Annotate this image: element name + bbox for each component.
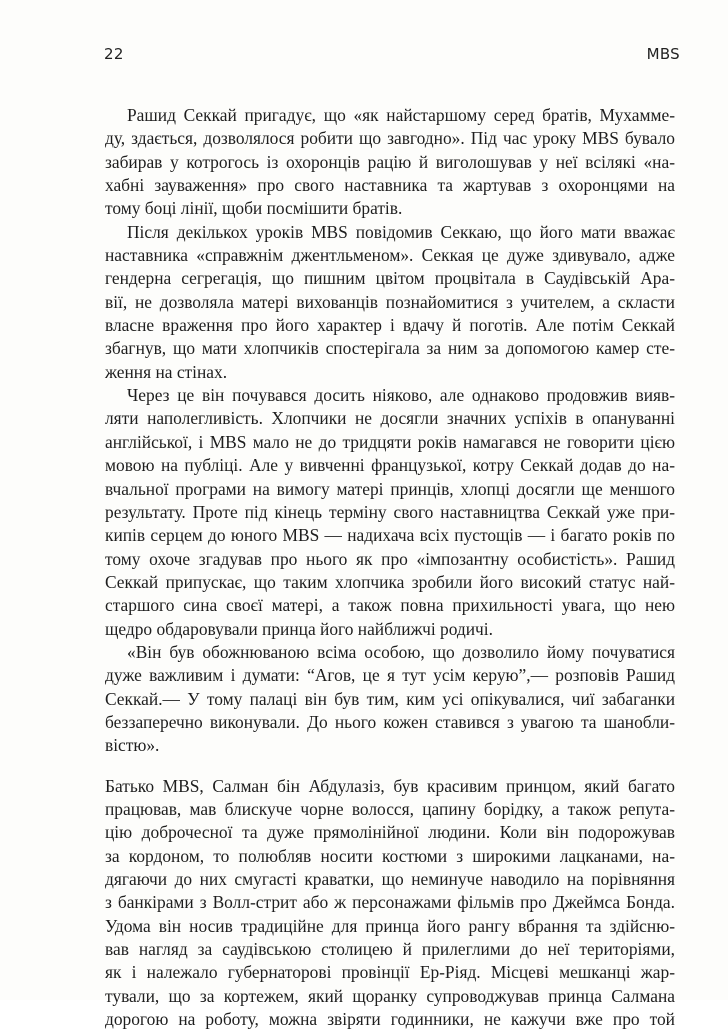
text-line: англійської, і MBS мало не до тридцяти років намагався не говорити цією bbox=[105, 431, 675, 452]
text-line: щедро обдаровували принца його найближчі родичі. bbox=[105, 618, 493, 639]
body-text bbox=[105, 104, 675, 1031]
text-line: результату. Проте під кінець терміну свого наставництва Секкай уже при- bbox=[105, 501, 675, 522]
text-line: хабні зауваження» про свого наставника та жартував з охоронцями на bbox=[105, 175, 675, 196]
page-number: 22 bbox=[104, 45, 124, 63]
text-line: наставника «справжнім джентльменом». Секкая це дуже здивувало, адже bbox=[105, 245, 675, 266]
text-line: за кордоном, то полюбляв носити костюми з широкими лацканами, на- bbox=[105, 845, 675, 866]
text-line: «Він був обожнюваною всіма особою, що дозволило йому почуватися bbox=[127, 641, 675, 662]
text-line: вав нагляд за саудівською столицею й прилеглими до неї територіями, bbox=[105, 939, 675, 960]
text-line: Батько MBS, Салман бін Абдулазіз, був красивим принцом, який багато bbox=[105, 775, 675, 796]
text-line: старшого сина своєї матері, а також повна прихильності увага, що нею bbox=[105, 595, 675, 616]
text-line: мовою на публіці. Але у вивченні французької, котру Секкай додав до на- bbox=[105, 455, 675, 476]
text-line: гендерна сегрегація, що пишним цвітом процвітала в Саудівській Ара- bbox=[105, 268, 675, 289]
text-line: Після декількох уроків MBS повідомив Секкаю, що його мати вважає bbox=[127, 221, 675, 242]
text-line: Секкай.— У тому палаці він був тим, ким усі опікувалися, чиї забаганки bbox=[105, 688, 675, 709]
text-line: з банкірами з Волл-стрит або ж персонажами фільмів про Джеймса Бонда. bbox=[105, 892, 675, 913]
text-line: тому охоче згадував про нього як про «імпозантну особистість». Рашид bbox=[105, 548, 675, 569]
running-title: MBS bbox=[646, 45, 680, 63]
paragraph-2 bbox=[105, 221, 675, 384]
text-line: Через це він почувався досить ніяково, але однаково продовжив вияв- bbox=[127, 385, 675, 406]
text-line: вістю». bbox=[105, 735, 160, 756]
text-line: ду, здається, дозволялося робити що завгодно». Під час уроку MBS бувало bbox=[105, 128, 675, 149]
text-line: ляти наполегливість. Хлопчики не досягли значних успіхів в опануванні bbox=[105, 408, 675, 429]
text-line: вчальної програми на вимогу матері принців, хлопці досягли ще меншого bbox=[105, 478, 675, 499]
text-line: ження на стінах. bbox=[105, 361, 228, 382]
text-line: власне враження про його характер і вдачу й поготів. Але потім Секкай bbox=[105, 315, 675, 336]
running-header bbox=[104, 45, 680, 69]
text-line: вії, не дозволяла матері вихованців познайомитися з учителем, а скласти bbox=[105, 291, 675, 312]
text-line: дуже важливим і думати: “Агов, це я тут усім керую”,— розповів Рашид bbox=[105, 665, 675, 686]
text-line: працював, мав блискуче чорне волосся, цапину борідку, а також репута- bbox=[105, 798, 675, 819]
text-line: Удома він носив традиційне для принца його рангу вбрання та здійсню- bbox=[105, 915, 675, 936]
text-line: дорогою на роботу, можна звіряти годинники, не кажучи вже про той bbox=[105, 1009, 675, 1030]
paragraph-5-section-start bbox=[105, 775, 675, 1031]
paragraph-1 bbox=[105, 104, 675, 221]
paragraph-4-quote bbox=[105, 641, 675, 758]
text-line: дягаючи до них смугасті краватки, що неминуче наводило на порівняння bbox=[105, 869, 675, 889]
text-line: цію доброчесної та дуже прямолінійної людини. Коли він подорожував bbox=[105, 822, 675, 843]
text-line: беззаперечно виконували. До нього кожен ставився з увагою та шанобли- bbox=[105, 711, 675, 732]
text-line: як і належало губернаторові провінції Ер-Ріяд. Місцеві мешканці жар- bbox=[105, 962, 675, 983]
text-line: Рашид Секкай пригадує, що «як найстаршому серед братів, Мухамме- bbox=[127, 105, 675, 125]
text-line: забирав у котрогось із охоронців рацію й виголошував у неї всілякі «на- bbox=[105, 151, 675, 172]
text-line: тому боці лінії, щоби посмішити братів. bbox=[105, 198, 403, 219]
text-line: збагнув, що мати хлопчиків спостерігала за ним за допомогою камер сте- bbox=[105, 338, 675, 359]
text-line: Секкай припускає, що таким хлопчика зробили його високий статус най- bbox=[105, 571, 675, 592]
paragraph-3 bbox=[105, 384, 675, 641]
text-line: тували, що за кортежем, який щоранку супроводжував принца Салмана bbox=[105, 985, 675, 1006]
text-line: кипів серцем до юного MBS — надихача всіх пустощів — і багато років по bbox=[105, 525, 675, 546]
